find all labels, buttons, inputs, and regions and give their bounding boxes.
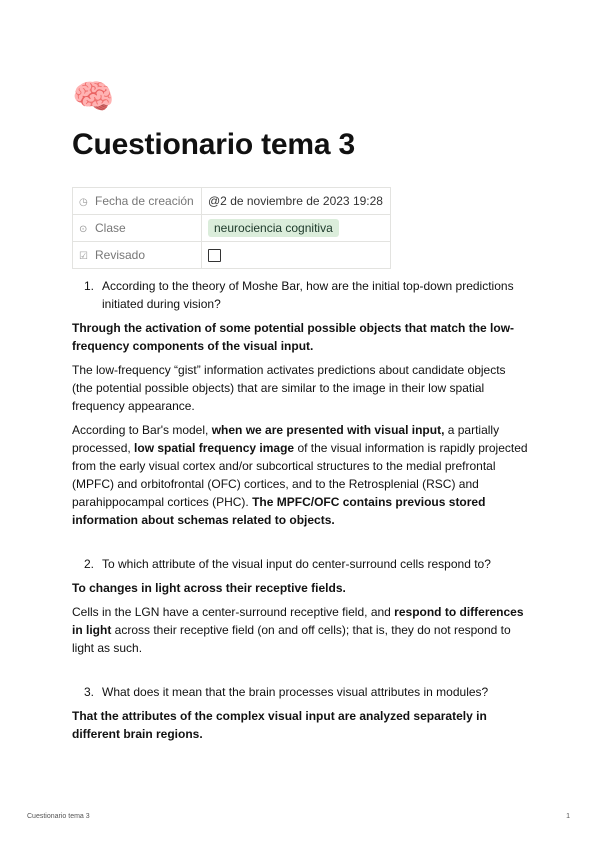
content	[72, 277, 528, 749]
question-3	[72, 683, 528, 701]
footer-title: Cuestionario tema 3	[27, 813, 90, 820]
page-footer	[27, 813, 570, 820]
brain-icon: 🧠	[72, 78, 115, 116]
question-number: 1.	[83, 279, 94, 293]
explanation-1a: The low-frequency “gist” information activates predictions about candidate objects (the potential possible objects) that are similar to the image in their low spatial frequency appearance.	[72, 363, 506, 413]
clock-icon: ◷	[79, 197, 88, 208]
question-text: To which attribute of the visual input do center-surround cells respond to?	[102, 557, 491, 571]
answer-1: Through the activation of some potential possible objects that match the low-frequency components of the visual input.	[72, 321, 515, 353]
checkbox-icon: ☑	[79, 251, 88, 262]
question-number: 3.	[83, 685, 94, 699]
select-icon: ⊙	[79, 224, 88, 235]
created-date-value[interactable]: @2 de noviembre de 2023 19:28	[202, 188, 391, 215]
property-key: Fecha de creación	[95, 194, 194, 208]
page-number: 1	[566, 813, 570, 820]
question-number: 2.	[83, 557, 94, 571]
property-row-class	[73, 215, 391, 242]
property-row-reviewed	[73, 242, 391, 269]
reviewed-checkbox[interactable]	[208, 249, 221, 262]
question-2	[72, 555, 528, 573]
property-key: Clase	[95, 221, 126, 235]
question-1	[72, 277, 528, 313]
page-title: Cuestionario tema 3	[72, 128, 355, 161]
property-key: Revisado	[95, 248, 146, 262]
class-tag[interactable]: neurociencia cognitiva	[208, 219, 339, 237]
property-row-created	[73, 188, 391, 215]
answer-3: That the attributes of the complex visual input are analyzed separately in different brain regions.	[72, 709, 487, 741]
explanation-2: Cells in the LGN have a center-surround receptive field, and respond to differences in light across their receptive field (on and off cells); that is, they do not respond to light as such.	[72, 605, 524, 655]
question-text: What does it mean that the brain processes visual attributes in modules?	[102, 685, 489, 699]
question-text: According to the theory of Moshe Bar, how are the initial top-down predictions initiated during vision?	[102, 279, 514, 311]
properties-table	[72, 187, 391, 269]
answer-2: To changes in light across their receptive fields.	[72, 581, 346, 595]
explanation-1b: According to Bar's model, when we are presented with visual input, a partially processed, low spatial frequency image of the visual information is rapidly projected from the early visual cortex and/or subcortical structures to the medial prefrontal (MPFC) and orbitofrontal (OFC) cortices, and to the Retrosplenial (RSC) and parahippocampal cortices (PHC). The MPFC/OFC contains previous stored information about schemas related to objects.	[72, 423, 528, 527]
